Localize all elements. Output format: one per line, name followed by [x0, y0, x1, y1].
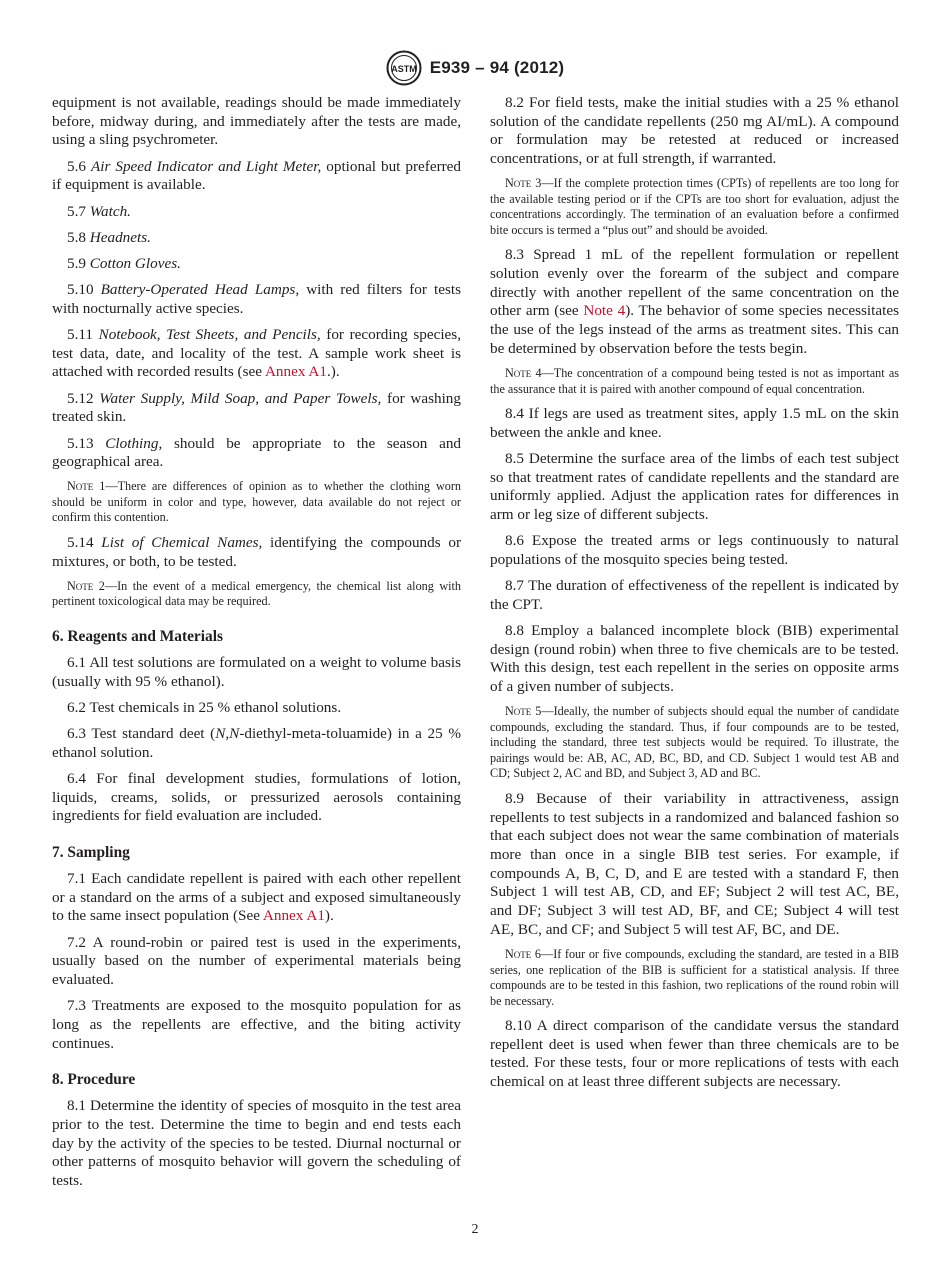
section-8-9: 8.9 Because of their variability in attractiveness, assign repellents to test subjects in a randomized and balanced fashion so that each subject does not wear the same combination of materials more than once in a single BIB test series. For example, if compounds A, B, C, D, and E are tested with a standard F, then Subject 1 will test AB, CD, and EF; Subject 2 will test AC, BE, and DF; Subject 3 will test AD, BF, and CE; Subject 4 will test AE, BC, and CF; and Subject 5 will test AF, BC, and DE. [490, 789, 899, 938]
section-7-2: 7.2 A round-robin or paired test is used in the experiments, usually based on the number of experimental materials being evaluated. [52, 933, 461, 988]
annex-a1-link[interactable]: Annex A1 [262, 907, 325, 925]
section-8-6: 8.6 Expose the treated arms or legs continuously to natural populations of the mosquito species being tested. [490, 532, 899, 568]
section-8-10: 8.10 A direct comparison of the candidate versus the standard repellent deet is used when fewer than three chemicals are to be tested. For these tests, four or more replications of tests with each chemical on at least three different subjects are necessary. [490, 1017, 899, 1091]
section-5-11: 5.11 Notebook, Test Sheets, and Pencils, for recording species, test data, date, and locality of the test. A sample work sheet is attached with recorded results (see Annex A1.). [52, 326, 461, 381]
note-2: Note 2—In the event of a medical emergency, the chemical list along with pertinent toxicological data may be required. [52, 578, 461, 609]
section-5-14: 5.14 List of Chemical Names, identifying the compounds or mixtures, or both, to be tested. [52, 533, 461, 570]
note-1: Note 1—There are differences of opinion as to whether the clothing worn should be uniform in color and type, however, data available do not reject or confirm this contention. [52, 479, 462, 525]
note-4: Note 4—The concentration of a compound being tested is not as important as the assurance that it is paired with another compound of equal concentration. [490, 366, 899, 396]
section-6-1: 6.1 All test solutions are formulated on a weight to volume basis (usually with 95 % ethanol). [52, 653, 462, 690]
section-6-3: 6.3 Test standard deet (N,N-diethyl-meta-toluamide) in a 25 % ethanol solution. [52, 724, 461, 761]
section-5-9: 5.9 Cotton Gloves. [67, 254, 181, 272]
note-4-link[interactable]: Note 4 [583, 302, 626, 320]
section-8-4: 8.4 If legs are used as treatment sites, apply 1.5 mL on the skin between the ankle and knee. [490, 405, 899, 441]
section-5-6: 5.6 Air Speed Indicator and Light Meter, optional but preferred if equipment is available. [52, 157, 462, 194]
section-8-heading: 8. Procedure [52, 1071, 136, 1089]
section-5-10: 5.10 Battery-Operated Head Lamps, with red filters for tests with nocturnally active species. [52, 281, 462, 317]
right-column [490, 94, 899, 1099]
section-5-13: 5.13 Clothing, should be appropriate to the season and geographical area. [52, 434, 462, 471]
annex-a1-link[interactable]: Annex A1 [264, 363, 327, 381]
logo-text: ASTM [390, 64, 417, 74]
note-5: Note 5—Ideally, the number of subjects should equal the number of candidate compounds, excluding the standard. Thus, if four compounds are to be tested, including the standard, three test subjects would be required. To illustrate, the pairings would be: AB, AC, AD, BC, BD, and CD. Subject 1 would test AB and CD; Subject 2, AC and BD, and Subject 3, AD and BC. [490, 704, 900, 781]
section-8-1: 8.1 Determine the identity of species of mosquito in the test area prior to the test. Determine the time to begin and end tests each day by the activity of the species to be tested. Diurnal nocturnal or other patterns of mosquito behavior will govern the scheduling of tests. [52, 1097, 461, 1190]
section-7-3: 7.3 Treatments are exposed to the mosquito population for as long as the repellents are effective, and the biting activity continues. [52, 997, 461, 1052]
page-header [0, 50, 950, 86]
section-8-3: 8.3 Spread 1 mL of the repellent formulation or repellent solution evenly over the forearm of the subject and compare directly with another repellent of the same concentration on the other arm (see Note 4). The behavior of some species necessitates the use of the legs instead of the arms as treatment sites. This can be determined by observation before the tests begin. [490, 246, 900, 357]
section-5-7: 5.7 Watch. [67, 202, 131, 220]
section-6-2: 6.2 Test chemicals in 25 % ethanol solutions. [67, 698, 342, 716]
section-5-12: 5.12 Water Supply, Mild Soap, and Paper Towels, for washing treated skin. [52, 389, 461, 426]
section-7-1: 7.1 Each candidate repellent is paired with each other repellent or a standard on the arms of a subject and exposed simultaneously to the same insect population (See Annex A1). [52, 869, 461, 925]
note-6: Note 6—If four or five compounds, excluding the standard, are tested in a BIB series, one replication of the BIB is sufficient for a statistical analysis. If three compounds are to be tested in this fashion, two replications of the round robin will be necessary. [490, 947, 899, 1008]
left-column [52, 94, 461, 1198]
section-7-heading: 7. Sampling [52, 843, 130, 861]
note-3: Note 3—If the complete protection times (CPTs) of repellents are too long for the available testing period or if the CPTs are too short for evaluation, adjust the concentrations accordingly. The termination of an evaluation before a confirmed bite occurs is termed a “plus out” and should be avoided. [490, 176, 899, 237]
section-6-heading: 6. Reagents and Materials [52, 627, 223, 645]
section-8-2: 8.2 For field tests, make the initial studies with a 25 % ethanol solution of the candidate repellents (250 mg AI/mL). A compound or formulation may be retested at reduced or increased concentrations, or at full strength, if warranted. [490, 94, 900, 168]
section-8-7: 8.7 The duration of effectiveness of the repellent is indicated by the CPT. [490, 577, 899, 613]
document-designation: E939 – 94 (2012) [429, 58, 565, 77]
continued-paragraph: equipment is not available, readings should be made immediately before, midway during, and immediately after the tests are made, using a sling psychrometer. [52, 94, 461, 149]
section-5-8: 5.8 Headnets. [67, 228, 151, 246]
section-8-8: 8.8 Employ a balanced incomplete block (BIB) experimental design (round robin) when three to five chemicals are to be tested. With this design, test each repellent in the series on opposite arms of a given number of subjects. [490, 622, 899, 696]
section-8-5: 8.5 Determine the surface area of the limbs of each test subject so that treatment rates of candidate repellents and the standard are uniformly applied. Adjust the application rates for differences in arm or leg size of different subjects. [490, 449, 900, 524]
astm-logo-icon [386, 50, 422, 86]
page-number: 2 [471, 1222, 479, 1237]
section-6-4: 6.4 For final development studies, formulations of lotion, liquids, creams, solids, or pressurized aerosols containing ingredients for field evaluation are included. [52, 769, 461, 825]
